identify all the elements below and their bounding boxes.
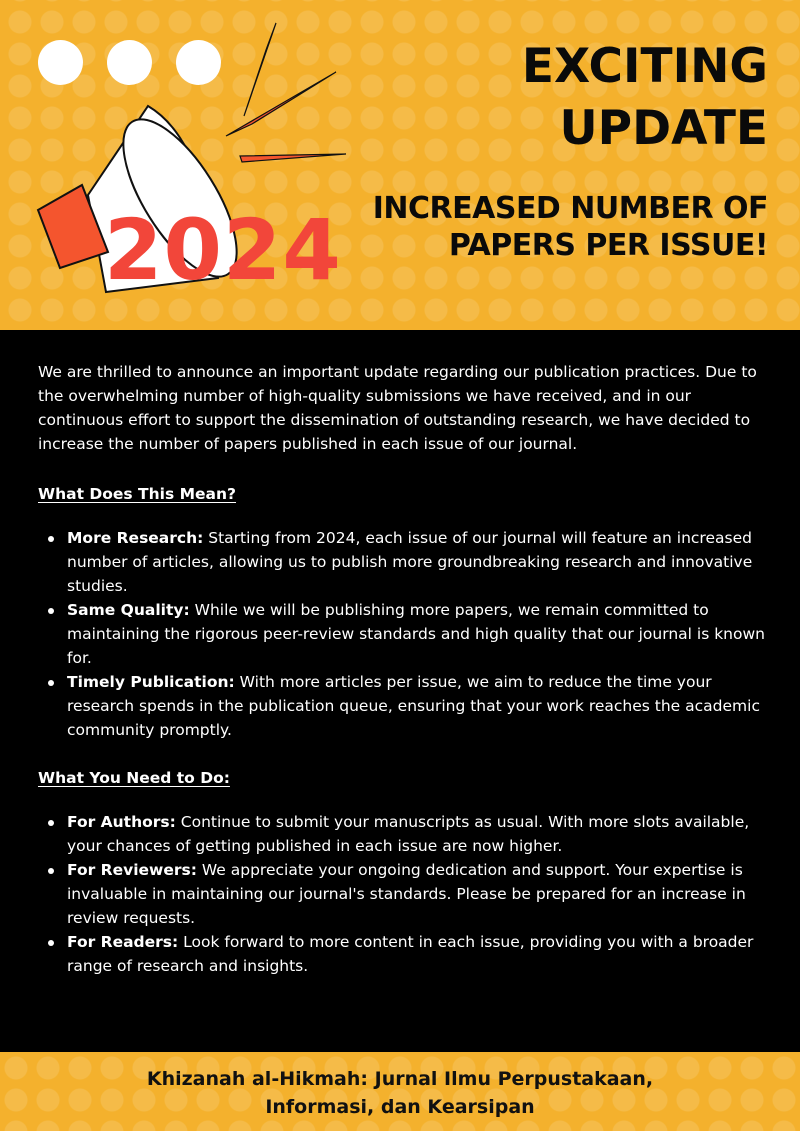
section-heading-meaning: What Does This Mean? xyxy=(38,485,237,503)
footer-banner xyxy=(0,1052,800,1131)
item-label: Same Quality: xyxy=(67,601,190,619)
item-text: We appreciate your ongoing dedication and support. Your expertise is invaluable in maintaining our journal's standards. Please be prepared for an increase in review requests. xyxy=(67,861,746,927)
item-text: While we will be publishing more papers, we remain committed to maintaining the rigorous peer-review standards and high quality that our journal is known for. xyxy=(67,601,765,667)
list-item xyxy=(38,670,770,742)
item-label: Timely Publication: xyxy=(67,673,235,691)
page-title xyxy=(522,36,768,160)
list-item xyxy=(38,526,770,598)
title-line-1: EXCITING xyxy=(521,39,768,94)
announcement-body xyxy=(38,360,770,1002)
item-text: Look forward to more content in each issue, providing you with a broader range of research and insights. xyxy=(67,933,754,975)
year-label: 2024 xyxy=(104,201,342,299)
section-heading-todo: What You Need to Do: xyxy=(38,769,230,787)
journal-name-line-2: Informasi, dan Kearsipan xyxy=(265,1096,535,1118)
meaning-list xyxy=(38,526,770,742)
item-text: Continue to submit your manuscripts as usual. With more slots available, your chances of getting published in each issue are now higher. xyxy=(67,813,750,855)
item-text: Starting from 2024, each issue of our journal will feature an increased number of articles, allowing us to publish more groundbreaking research and innovative studies. xyxy=(67,529,753,595)
header-banner xyxy=(0,0,800,330)
item-label: For Readers: xyxy=(67,933,179,951)
list-item xyxy=(38,598,770,670)
page-subtitle: INCREASED NUMBER OF PAPERS PER ISSUE! xyxy=(372,191,768,263)
list-item xyxy=(38,858,770,930)
intro-paragraph: We are thrilled to announce an important update regarding our publication practices. Due to the overwhelming number of high-quality submissions we have received, and in our continuous effort to support the dissemination of outstanding research, we have decided to increase the number of papers published in each issue of our journal. xyxy=(38,363,757,453)
item-label: More Research: xyxy=(67,529,204,547)
list-item xyxy=(38,810,770,858)
item-label: For Reviewers: xyxy=(67,861,197,879)
item-text: With more articles per issue, we aim to reduce the time your research spends in the publication queue, ensuring that your work reaches the academic community promptly. xyxy=(67,673,760,739)
item-label: For Authors: xyxy=(67,813,176,831)
title-line-2: UPDATE xyxy=(559,101,768,156)
journal-name-line-1: Khizanah al-Hikmah: Jurnal Ilmu Perpustakaan, xyxy=(146,1068,654,1090)
list-item xyxy=(38,930,770,978)
todo-list xyxy=(38,810,770,978)
